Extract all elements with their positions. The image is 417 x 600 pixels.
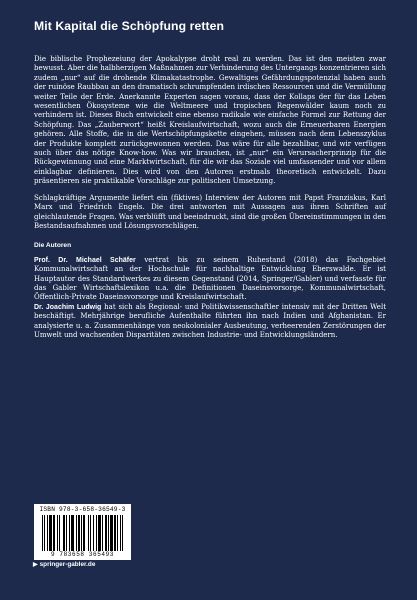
author-name-1: Prof. Dr. Michael Schäfer	[34, 256, 136, 264]
barcode-bars	[42, 515, 123, 551]
barcode-digits: 9 783658 365493	[50, 551, 114, 558]
barcode-bar	[122, 515, 123, 551]
isbn-label: ISBN 978-3-658-36549-3	[39, 506, 126, 513]
author-bio-1	[34, 256, 386, 303]
arrow-right-icon: ▶	[33, 562, 38, 568]
blurb-paragraph-2: Schlagkräftige Argumente liefert ein (fiktives) Interview der Autoren mit Papst Franziskus, Karl Marx und Friedrich Engels. Die drei antworten mit Aussagen aus ihren Schriften auf gleichlautende Fragen. Was verblüfft und beeindruckt, sind die großen Übereinstimmungen in den Bestandsaufnahmen und Lösungsvorschlägen.	[34, 193, 386, 230]
publisher-url[interactable]	[33, 561, 95, 568]
blurb-text	[34, 55, 386, 347]
blurb-paragraph-1: Die biblische Prophezeiung der Apokalypse droht real zu werden. Das ist den meisten zwar bewusst. Aber die halbherzigen Maßnahmen zur Verhinderung des Untergangs konzentrieren sich zudem „nur“ auf die drohende Klimakatastrophe. Gewaltiges Gefährdungspotenzial haben auch der ruinöse Raubbau an den dramatisch schrumpfenden irdischen Ressourcen und die Vermüllung weiter Teile der Erde. Anerkannte Experten sagen voraus, dass der Kollaps der für das Leben wesentlichen Ökosysteme wie die Weltmeere und tropischen Regenwälder kaum noch zu verhindern ist. Dieses Buch entwickelt eine ebenso radikale wie einfache Formel zur Rettung der Schöpfung. Das „Zauberwort“ heißt Kreislaufwirtschaft, wozu auch die Erneuerbaren Energien gehören. Alle Stoffe, die in die Wertschöpfungskette eingehen, müssen nach dem Lebenszyklus der Produkte komplett zurückgewonnen werden. Das wäre für alle bezahlbar, und wir verfügen auch über das nötige Know-how. Was wir brauchen, ist „nur“ ein Verursacherprinzip für die Rückgewinnung und eine Marktwirtschaft, für die wir das Soziale viel umfassender und vor allem einklagbar definieren. Dies wird von den Autoren erstmals theoretisch entwickelt. Dazu präsentieren sie praktikable Vorschläge zur politischen Umsetzung.	[34, 55, 386, 186]
publisher-url-text: springer-gabler.de	[39, 561, 96, 568]
authors-heading: Die Autoren	[34, 242, 72, 250]
author-bio-2	[34, 303, 386, 341]
barcode	[34, 504, 131, 560]
author-bio-text-1: vertrat bis zu seinem Ruhestand (2018) das Fachgebiet Kommunalwirtschaft an der Hochschule für nachhaltige Entwicklung Eberswalde. Er ist Hauptautor des Standardwerkes zu diesem Gegenstand (2014, Springer/Gabler) und verfasste für das Gabler Wirtschaftslexikon u.a. die Definitionen Daseinsvorsorge, Kommunalwirtschaft, Öffentlich-Private Daseinsvorsorge und Kreislaufwirtschaft.	[34, 255, 386, 302]
author-name-2: Dr. Joachim Ludwig	[34, 303, 102, 311]
author-bio-text-2: hat sich als Regional- und Politikwissenschaftler intensiv mit der Dritten Welt beschäftigt. Mehrjährige berufliche Aufenthalte führten ihn nach Indien und Afghanistan. Er analysierte u. a. Zusammenhänge von neokolonialer Ausbeutung, verheerenden Zerstörungen der Umwelt und wachsenden Disparitäten zwischen Industrie- und Entwicklungsländern.	[34, 302, 387, 339]
cover-title: Mit Kapital die Schöpfung retten	[34, 19, 225, 33]
